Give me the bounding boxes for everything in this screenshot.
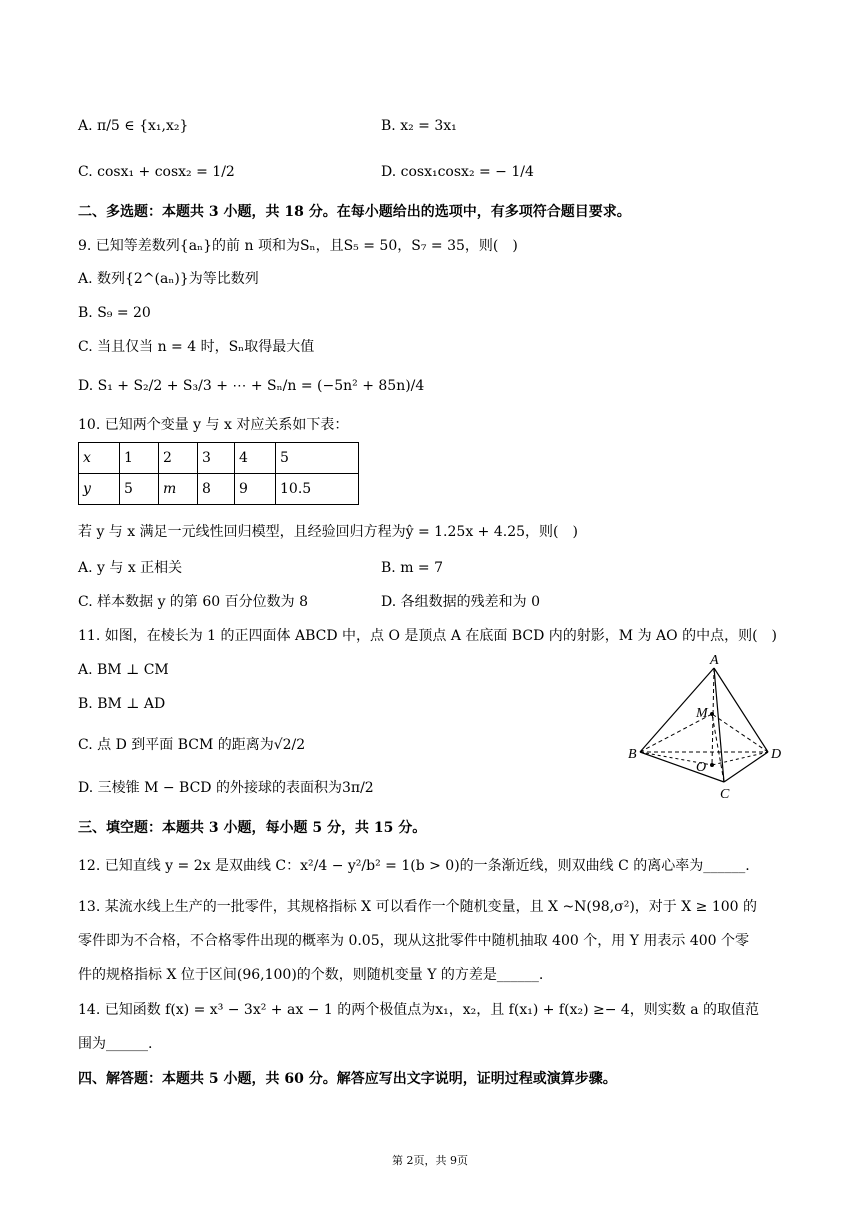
table-cell: 1 — [120, 443, 159, 474]
table-row — [79, 443, 359, 474]
q10-condition: 若 y 与 x 满足一元线性回归模型，且经验回归方程为ŷ = 1.25x + 4.25，则( ) — [78, 524, 578, 540]
table-cell: y — [79, 474, 120, 505]
table-cell: 10.5 — [276, 474, 359, 505]
table-cell: x — [79, 443, 120, 474]
q9-option-c: C. 当且仅当 n = 4 时，Sₙ取得最大值 — [78, 339, 315, 355]
q11-option-a: A. BM ⊥ CM — [78, 662, 169, 678]
table-cell: 5 — [120, 474, 159, 505]
q13-line2: 零件即为不合格，不合格零件出现的概率为 0.05，现从这批零件中随机抽取 400 个，用 Y 用表示 400 个零 — [78, 933, 750, 949]
section2-title: 二、多选题：本题共 3 小题，共 18 分。在每小题给出的选项中，有多项符合题目要求。 — [78, 204, 631, 220]
q9-option-a: A. 数列{2^(aₙ)}为等比数列 — [78, 271, 259, 287]
table-cell: 2 — [159, 443, 198, 474]
table-cell: 4 — [235, 443, 276, 474]
q11-option-c: C. 点 D 到平面 BCM 的距离为√2/2 — [78, 737, 306, 753]
label-c: C — [720, 787, 730, 802]
q10-option-c: C. 样本数据 y 的第 60 百分位数为 8 — [78, 594, 308, 610]
q10-option-b: B. m = 7 — [381, 560, 444, 576]
tetrahedron-figure — [620, 652, 790, 802]
q14-line2: 围为______. — [78, 1036, 153, 1052]
q9-option-d: D. S₁ + S₂/2 + S₃/3 + ⋯ + Sₙ/n = (−5n² + 85n)/4 — [78, 378, 425, 394]
page-footer: 第 2页，共 9页 — [392, 1154, 468, 1167]
q14-line1: 14. 已知函数 f(x) = x³ − 3x² + ax − 1 的两个极值点为x₁，x₂，且 f(x₁) + f(x₂) ≥− 4，则实数 a 的取值范 — [78, 1002, 760, 1018]
q9-option-b: B. S₉ = 20 — [78, 305, 151, 321]
q8-option-d: D. cosx₁cosx₂ = − 1/4 — [381, 164, 534, 180]
q10-option-a: A. y 与 x 正相关 — [78, 560, 183, 576]
q11-stem: 11. 如图，在棱长为 1 的正四面体 ABCD 中，点 O 是顶点 A 在底面 BCD 内的射影，M 为 AO 的中点，则( ) — [78, 628, 777, 644]
table-cell: 8 — [198, 474, 235, 505]
label-d: D — [771, 747, 782, 762]
q8-option-b: B. x₂ = 3x₁ — [381, 118, 457, 134]
q13-line1: 13. 某流水线上生产的一批零件，其规格指标 X 可以看作一个随机变量，且 X ~N(98,σ²)，对于 X ≥ 100 的 — [78, 899, 758, 915]
q9-stem: 9. 已知等差数列{aₙ}的前 n 项和为Sₙ，且S₅ = 50，S₇ = 35，则( ) — [78, 238, 518, 254]
q8-option-a: A. π/5 ∈ {x₁,x₂} — [78, 118, 189, 134]
q11-option-b: B. BM ⊥ AD — [78, 696, 166, 712]
section4-title: 四、解答题：本题共 5 小题，共 60 分。解答应写出文字说明，证明过程或演算步骤。 — [78, 1071, 617, 1087]
q10-table — [78, 442, 359, 505]
q8-option-c: C. cosx₁ + cosx₂ = 1/2 — [78, 164, 235, 180]
table-cell: 9 — [235, 474, 276, 505]
table-row — [79, 474, 359, 505]
label-m: M — [696, 706, 708, 721]
q11-option-d: D. 三棱锥 M − BCD 的外接球的表面积为3π/2 — [78, 780, 374, 796]
table-cell: m — [159, 474, 198, 505]
section3-title: 三、填空题：本题共 3 小题，每小题 5 分，共 15 分。 — [78, 820, 427, 836]
label-a: A — [710, 653, 719, 668]
label-b: B — [628, 747, 637, 762]
q13-line3: 件的规格指标 X 位于区间(96,100)的个数，则随机变量 Y 的方差是______. — [78, 967, 544, 983]
label-o: O — [696, 760, 707, 775]
table-cell: 5 — [276, 443, 359, 474]
q12-text: 12. 已知直线 y = 2x 是双曲线 C：x²/4 − y²/b² = 1(b > 0)的一条渐近线，则双曲线 C 的离心率为______. — [78, 858, 750, 874]
q10-option-d: D. 各组数据的残差和为 0 — [381, 594, 540, 610]
table-cell: 3 — [198, 443, 235, 474]
q10-stem: 10. 已知两个变量 y 与 x 对应关系如下表： — [78, 417, 349, 433]
